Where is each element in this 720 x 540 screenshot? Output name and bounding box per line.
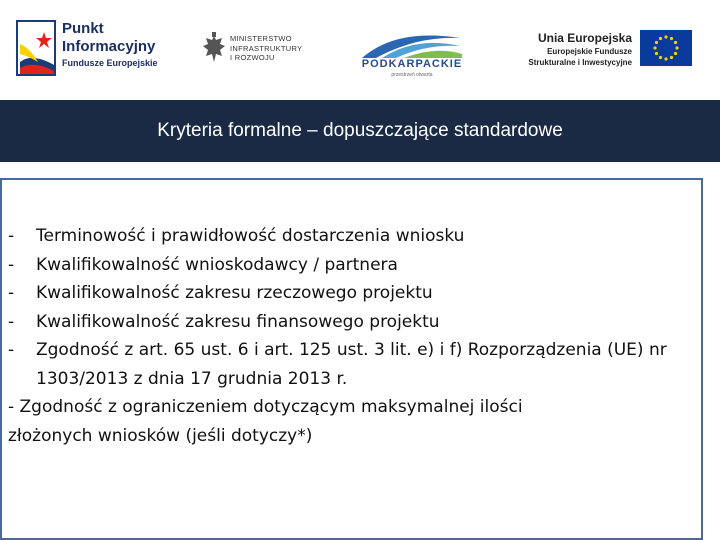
content-box — [0, 178, 703, 540]
fe-star-icon — [18, 22, 56, 76]
criterion-text: Kwalifikowalność zakresu finansowego projektu — [36, 311, 440, 332]
criteria-list — [8, 222, 698, 450]
dash-bullet: - — [8, 311, 15, 332]
criterion-text: Kwalifikowalność wnioskodawcy / partnera — [36, 254, 398, 275]
ministerstwo-logo — [202, 32, 352, 76]
dash-bullet: - — [8, 226, 15, 246]
ue-line3: Strukturalne i Inwestycyjne — [528, 58, 632, 67]
podkarpackie-tagline: przestrzeń otwarta — [391, 72, 433, 78]
punkt-informacyjny-logo — [16, 20, 176, 80]
podkarpackie-hills-icon — [356, 28, 468, 60]
ministerstwo-line2: INFRASTRUKTURY — [230, 43, 303, 53]
punkt-line3: Fundusze Europejskie — [62, 58, 158, 68]
eu-logo — [508, 28, 698, 76]
ue-line2: Europejskie Fundusze — [547, 47, 632, 56]
ministerstwo-line3: I ROZWOJU — [230, 53, 275, 62]
polish-eagle-icon — [202, 32, 226, 72]
criterion-text: Kwalifikowalność zakresu rzeczowego projektu — [36, 283, 433, 303]
criterion-last-line2: złożonych wniosków (jeśli dotyczy*) — [8, 425, 313, 446]
ue-line1: Unia Europejska — [537, 31, 632, 45]
punkt-line2: Informacyjny — [62, 38, 156, 55]
logo-bar — [0, 0, 720, 100]
eu-stars-icon — [640, 30, 692, 66]
dash-bullet: - — [8, 254, 15, 275]
slide-title: Kryteria formalne – dopuszczające standardowe — [157, 120, 563, 141]
list-item — [8, 279, 698, 308]
dash-bullet: - — [8, 283, 15, 303]
punkt-line1: Punkt — [62, 20, 104, 37]
list-item — [8, 336, 698, 393]
dash-bullet: - — [8, 340, 15, 360]
list-item — [8, 308, 698, 337]
criterion-last-line1: - Zgodność z ograniczeniem dotyczącym maksymalnej ilości — [8, 397, 523, 417]
list-item — [8, 251, 698, 280]
title-banner — [0, 100, 720, 162]
punkt-informacyjny-emblem — [16, 20, 56, 76]
podkarpackie-name: PODKARPACKIE — [361, 58, 463, 70]
eu-flag-icon — [640, 30, 692, 66]
criterion-text: Zgodność z art. 65 ust. 6 i art. 125 ust. 3 lit. e) i f) Rozporządzenia (UE) nr 1303/2013 z dnia 17 grudnia 2013 r. — [36, 340, 667, 389]
list-item — [8, 222, 698, 251]
ministerstwo-line1: MINISTERSTWO — [230, 34, 292, 43]
criterion-text: Terminowość i prawidłowość dostarczenia wniosku — [36, 226, 465, 246]
podkarpackie-logo — [356, 28, 468, 78]
